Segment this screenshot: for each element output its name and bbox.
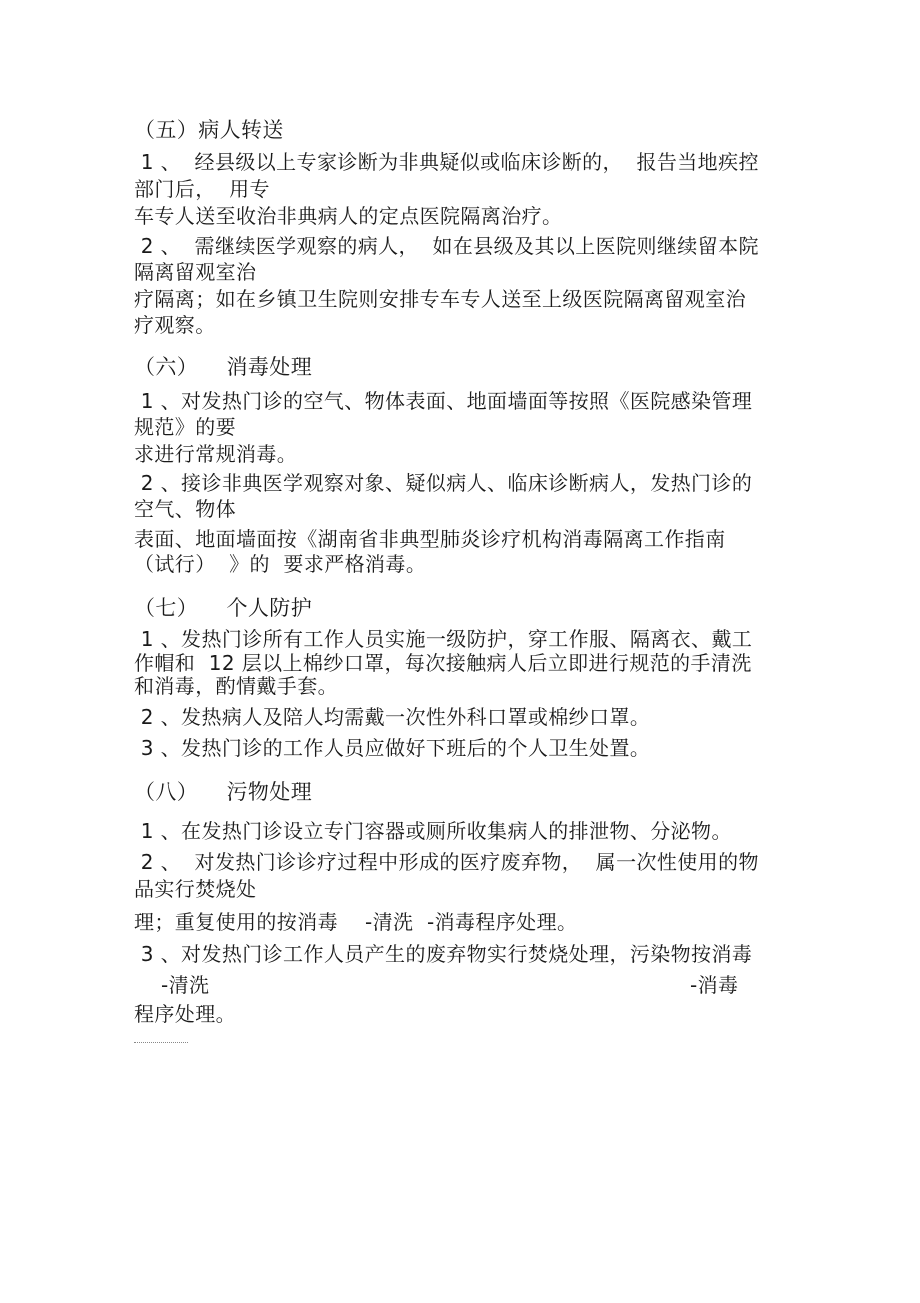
dotted-divider bbox=[134, 1042, 188, 1043]
text-line: 2 、 对发热门诊诊疗过程中形成的医疗废弃物， 属一次性使用的物 bbox=[134, 850, 759, 874]
text-line: 2 、发热病人及陪人均需戴一次性外科口罩或棉纱口罩。 bbox=[134, 705, 651, 729]
text-line: 理；重复使用的按消毒 -清洗 -消毒程序处理。 bbox=[134, 910, 578, 934]
text-line: 1 、发热门诊所有工作人员实施一级防护，穿工作服、隔离衣、戴工 bbox=[134, 627, 753, 651]
section-heading-seven: （七） 个人防护 bbox=[134, 596, 313, 620]
section-heading-eight: （八） 污物处理 bbox=[134, 780, 313, 804]
text-line: 规范》的要 bbox=[134, 415, 236, 439]
text-line: 1 、 经县级以上专家诊断为非典疑似或临床诊断的， 报告当地疾控 bbox=[134, 150, 759, 174]
text-line: 和消毒，酌情戴手套。 bbox=[134, 674, 338, 698]
text-line: 表面、地面墙面按《湖南省非典型肺炎诊疗机构消毒隔离工作指南 bbox=[134, 527, 726, 551]
text-line: 2 、接诊非典医学观察对象、疑似病人、临床诊断病人，发热门诊的 bbox=[134, 471, 753, 495]
text-line: 部门后， 用专 bbox=[134, 177, 270, 201]
text-line: 作帽和 12 层以上棉纱口罩，每次接触病人后立即进行规范的手清洗 bbox=[134, 651, 752, 675]
text-line: -清洗 bbox=[134, 973, 210, 997]
text-line: 品实行焚烧处 bbox=[134, 877, 257, 901]
text-line: 隔离留观室治 bbox=[134, 260, 257, 284]
text-line: 疗隔离；如在乡镇卫生院则安排专车专人送至上级医院隔离留观室治 bbox=[134, 287, 746, 311]
text-line: 疗观察。 bbox=[134, 313, 216, 337]
text-line: -消毒 bbox=[690, 973, 739, 997]
section-heading-six: （六） 消毒处理 bbox=[134, 355, 313, 379]
text-line: 求进行常规消毒。 bbox=[134, 442, 298, 466]
text-line: 3 、对发热门诊工作人员产生的废弃物实行焚烧处理，污染物按消毒 bbox=[134, 942, 753, 966]
section-heading-five: （五）病人转送 bbox=[134, 118, 284, 142]
text-line: 程序处理。 bbox=[134, 1002, 236, 1026]
text-line: 3 、发热门诊的工作人员应做好下班后的个人卫生处置。 bbox=[134, 736, 651, 760]
text-line: （试行） 》的 要求严格消毒。 bbox=[134, 552, 427, 576]
text-line: 车专人送至收治非典病人的定点医院隔离治疗。 bbox=[134, 204, 563, 228]
text-line: 1 、对发热门诊的空气、物体表面、地面墙面等按照《医院感染管理 bbox=[134, 389, 753, 413]
text-line: 1 、在发热门诊设立专门容器或厕所收集病人的排泄物、分泌物。 bbox=[134, 819, 732, 843]
text-line: 2 、 需继续医学观察的病人， 如在县级及其以上医院则继续留本院 bbox=[134, 234, 759, 258]
text-line: 空气、物体 bbox=[134, 497, 236, 521]
